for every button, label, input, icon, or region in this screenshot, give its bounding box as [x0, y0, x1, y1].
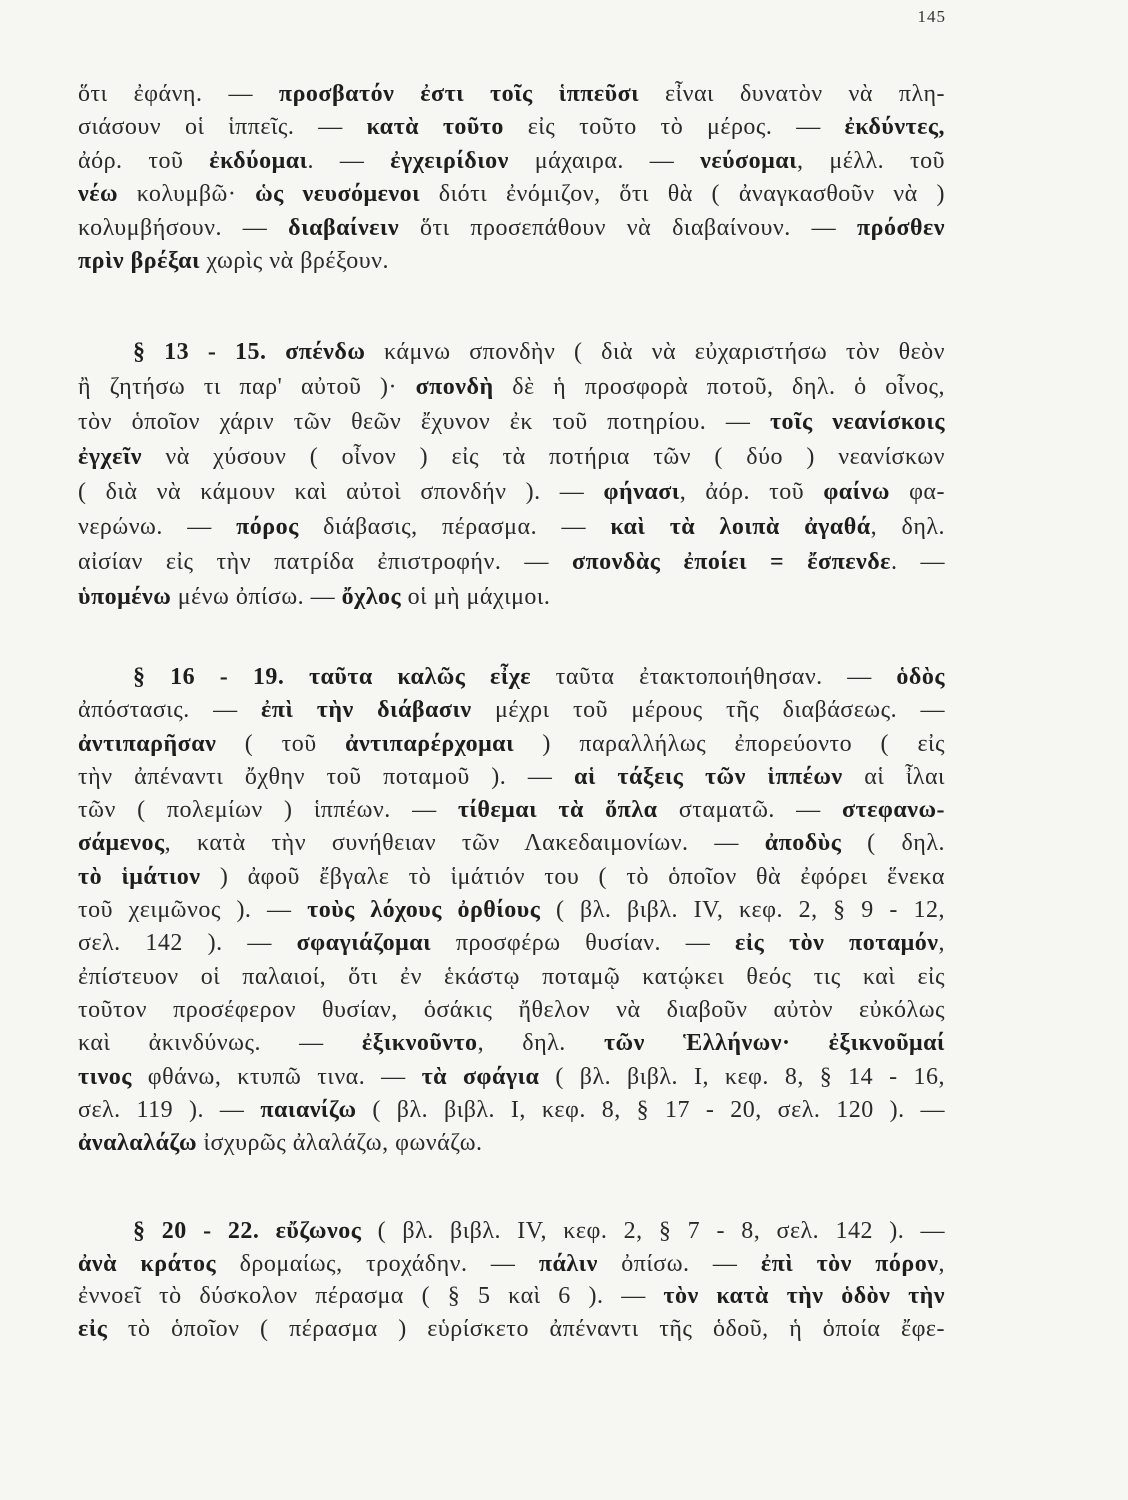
headword: § 13 - 15. σπένδω	[133, 339, 366, 365]
headword: ἐπὶ τὴν διάβασιν	[261, 697, 472, 724]
gloss-text: ἀπόστασις. —	[78, 697, 262, 724]
headword: τὸν κατὰ τὴν ὁδὸν τὴν	[663, 1283, 945, 1310]
headword: πόρος	[236, 514, 299, 540]
text-line	[78, 370, 945, 405]
headword: εἰς τὸν ποταμόν	[734, 930, 939, 957]
text-line	[78, 475, 945, 510]
headword: εἰς	[78, 1316, 108, 1343]
gloss-text: ,	[938, 1250, 945, 1277]
headword: ἐπὶ τὸν πόρον	[760, 1250, 939, 1277]
headword: ἐξικνοῦντο	[361, 1030, 478, 1057]
headword: σπονδὰς ἐποίει = ἔσπενδε	[571, 549, 891, 575]
gloss-text: ταῦτα ἐτακτοποιήθησαν. —	[531, 664, 897, 690]
gloss-text: δὲ ἡ προσφορὰ ποτοῦ, δηλ. ὁ οἶνος,	[493, 374, 945, 400]
text-line	[78, 994, 945, 1027]
gloss-text: ὅτι προσεπάθουν νὰ διαβαίνουν. —	[399, 214, 857, 241]
gloss-text: κάμνω σπονδὴν ( διὰ νὰ εὐχαριστήσω τὸν θεὸν	[365, 339, 945, 365]
page-number: 145	[917, 7, 946, 26]
text-line	[78, 1280, 945, 1313]
text-line	[78, 761, 945, 794]
gloss-text: νερώνω. —	[78, 514, 237, 540]
gloss-text: ἐπίστευον οἱ παλαιοί, ὅτι ἐν ἑκάστῳ ποταμῷ κατῴκει θεός τις καὶ εἰς	[78, 963, 945, 990]
headword: ἐγχεῖν	[78, 444, 142, 470]
gloss-text: νὰ χύσουν ( οἶνον ) εἰς τὰ ποτήρια τῶν ( δύο ) νεανίσκων	[141, 444, 945, 470]
text-line	[78, 78, 945, 111]
commentary-paragraph	[78, 661, 945, 1160]
gloss-text: ( βλ. βιβλ. I, κεφ. 8, § 14 - 16,	[539, 1063, 945, 1090]
gloss-text: ( βλ. βιβλ. IV, κεφ. 2, § 9 - 12,	[540, 897, 945, 924]
text-line	[78, 145, 945, 178]
headword: πρόσθεν	[856, 214, 945, 241]
headword: τίθεμαι τὰ ὅπλα	[457, 797, 658, 824]
commentary-paragraph	[78, 1215, 945, 1346]
gloss-text: ) ἀφοῦ ἔβγαλε τὸ ἱμάτιόν του ( τὸ ὁποῖον θὰ ἐφόρει ἕνεκα	[200, 863, 945, 890]
headword: πρὶν βρέξαι	[78, 247, 200, 274]
gloss-text: χωρὶς νὰ βρέξουν.	[199, 247, 389, 274]
headword: φαίνω	[823, 479, 890, 505]
gloss-text: δρομαίως, τροχάδην. —	[216, 1250, 539, 1277]
gloss-text: , μέλλ. τοῦ	[797, 147, 945, 174]
text-line	[78, 178, 945, 211]
headword: ἀντιπαρέρχομαι	[345, 730, 515, 757]
headword: ἀνὰ κράτος	[78, 1250, 217, 1277]
commentary-paragraph	[78, 78, 945, 278]
gloss-text: ἀόρ. τοῦ	[78, 147, 210, 174]
gloss-text: μάχαιρα. —	[508, 147, 701, 174]
gloss-text: ἰσχυρῶς ἀλαλάζω, φωνάζω.	[197, 1130, 483, 1157]
gloss-text: , κατὰ τὴν συνήθειαν τῶν Λακεδαιμονίων. —	[164, 830, 765, 857]
text-line	[78, 927, 945, 960]
gloss-text: , ἀόρ. τοῦ	[679, 479, 824, 505]
gloss-text: φα-	[889, 479, 945, 505]
headword: τὰ σφάγια	[421, 1063, 540, 1090]
text-line	[78, 694, 945, 727]
gloss-text: κολυμβῶ·	[118, 181, 256, 208]
text-line	[78, 1061, 945, 1094]
text-line	[78, 861, 945, 894]
headword: ἐκδύντες,	[844, 114, 945, 141]
text-line	[78, 111, 945, 144]
headword: ἀναλαλάζω	[78, 1130, 198, 1157]
headword: καὶ τὰ λοιπὰ ἀγαθά	[610, 514, 871, 540]
headword: ἐγχειρίδιον	[390, 147, 509, 174]
headword: πάλιν	[538, 1250, 598, 1277]
gloss-text: , δηλ.	[870, 514, 945, 540]
text-line	[78, 728, 945, 761]
headword: ἀντιπαρῆσαν	[78, 730, 217, 757]
text-line	[78, 1248, 945, 1281]
text-line	[78, 335, 945, 370]
gloss-text: ) παραλλήλως ἐπορεύοντο ( εἰς	[514, 730, 945, 757]
headword: αἱ τάξεις τῶν ἱππέων	[573, 763, 843, 790]
gloss-text: σταματῶ. —	[657, 797, 842, 824]
gloss-text: τὴν ἀπέναντι ὄχθην τοῦ ποταμοῦ ). —	[78, 763, 574, 790]
gloss-text: ( δηλ.	[841, 830, 945, 857]
headword: ἀποδὺς	[764, 830, 842, 857]
gloss-text: . —	[890, 549, 945, 575]
gloss-text: τοῦ χειμῶνος ). —	[78, 897, 308, 924]
headword: σπονδὴ	[415, 374, 494, 400]
headword: διαβαίνειν	[288, 214, 400, 241]
text-line	[78, 1094, 945, 1127]
gloss-text: ( τοῦ	[216, 730, 346, 757]
gloss-text: σελ. 142 ). —	[78, 930, 297, 957]
text-line	[78, 794, 945, 827]
text-line	[78, 1215, 945, 1248]
text-line	[78, 894, 945, 927]
text-line	[78, 1127, 945, 1160]
gloss-text: μέχρι τοῦ μέρους τῆς διαβάσεως. —	[471, 697, 945, 724]
gloss-text: . —	[307, 147, 391, 174]
headword: νεύσομαι	[700, 147, 798, 174]
text-line	[78, 545, 945, 580]
gloss-text: ὅτι ἐφάνη. —	[78, 81, 279, 107]
headword: ἐκδύομαι	[209, 147, 308, 174]
gloss-text: αἱ ἶλαι	[842, 763, 945, 790]
headword: ὁδὸς	[896, 664, 945, 690]
gloss-text: ἢ ζητήσω τι παρ' αὐτοῦ )·	[78, 374, 416, 400]
gloss-text: τοῦτον προσέφερον θυσίαν, ὁσάκις ἤθελον νὰ διαβοῦν αὐτὸν εὐκόλως	[78, 996, 945, 1023]
headword: κατὰ τοῦτο	[366, 114, 504, 141]
headword: παιανίζω	[260, 1096, 357, 1123]
headword: τοῖς νεανίσκοις	[769, 409, 945, 435]
gloss-text: προσφέρω θυσίαν. —	[431, 930, 735, 957]
text-line	[78, 440, 945, 475]
headword: προσβατόν ἐστι τοῖς ἱππεῦσι	[278, 81, 640, 107]
text-line	[78, 1313, 945, 1346]
gloss-text: διότι ἐνόμιζον, ὅτι θὰ ( ἀναγκασθοῦν νὰ )	[420, 181, 945, 208]
gloss-text: αἰσίαν εἰς τὴν πατρίδα ἐπιστροφήν. —	[78, 549, 572, 575]
text-line	[78, 661, 945, 694]
text-line	[78, 580, 945, 615]
gloss-text: φθάνω, κτυπῶ τινα. —	[131, 1063, 422, 1090]
gloss-text: τὸ ὁποῖον ( πέρασμα ) εὑρίσκετο ἀπέναντι τῆς ὁδοῦ, ἡ ὁποία ἔφε-	[107, 1316, 945, 1343]
headword: § 20 - 22. εὔζωνος	[133, 1218, 362, 1244]
headword: ὑπομένω	[78, 584, 172, 610]
headword: φήνασι	[603, 479, 680, 505]
text-line	[78, 212, 945, 245]
headword: σφαγιάζομαι	[296, 930, 432, 957]
headword: τινος	[78, 1063, 132, 1090]
headword: τὸ ἱμάτιον	[78, 863, 201, 890]
gloss-text: σιάσουν οἱ ἱππεῖς. —	[78, 114, 367, 141]
gloss-text: οἱ μὴ μάχιμοι.	[401, 584, 551, 610]
gloss-text: ( βλ. βιβλ. I, κεφ. 8, § 17 - 20, σελ. 120 ). —	[356, 1096, 945, 1123]
text-line	[78, 245, 945, 278]
gloss-text: ,	[938, 930, 945, 957]
commentary-paragraph	[78, 335, 945, 615]
gloss-text: ὀπίσω. —	[597, 1250, 761, 1277]
gloss-text: διάβασις, πέρασμα. —	[298, 514, 611, 540]
headword: ὡς νευσόμενοι	[255, 181, 421, 208]
text-line	[78, 405, 945, 440]
headword: σάμενος	[78, 830, 165, 857]
gloss-text: καὶ ἀκινδύνως. —	[78, 1030, 362, 1057]
text-line	[78, 510, 945, 545]
headword: τοὺς λόχους ὀρθίους	[307, 897, 541, 924]
headword: τῶν Ἑλλήνων· ἐξικνοῦμαί	[603, 1030, 945, 1057]
headword: ὄχλος	[341, 584, 402, 610]
gloss-text: ( διὰ νὰ κάμουν καὶ αὐτοὶ σπονδήν ). —	[78, 479, 604, 505]
gloss-text: ( βλ. βιβλ. IV, κεφ. 2, § 7 - 8, σελ. 142 ). —	[361, 1218, 945, 1244]
headword: § 16 - 19. ταῦτα καλῶς εἶχε	[133, 664, 532, 690]
headword: στεφανω-	[842, 797, 945, 824]
headword: νέω	[78, 181, 119, 208]
gloss-text: κολυμβήσουν. —	[78, 214, 289, 241]
text-line	[78, 827, 945, 860]
text-line	[78, 961, 945, 994]
gloss-text: μένω ὀπίσω. —	[171, 584, 342, 610]
gloss-text: σελ. 119 ). —	[78, 1096, 261, 1123]
gloss-text: ἐννοεῖ τὸ δύσκολον πέρασμα ( § 5 καὶ 6 ). —	[78, 1283, 664, 1310]
gloss-text: εἰς τοῦτο τὸ μέρος. —	[503, 114, 845, 141]
gloss-text: εἶναι δυνατὸν νὰ πλη-	[639, 81, 945, 107]
gloss-text: τῶν ( πολεμίων ) ἱππέων. —	[78, 797, 458, 824]
text-line	[78, 1027, 945, 1060]
gloss-text: , δηλ.	[477, 1030, 604, 1057]
gloss-text: τὸν ὁποῖον χάριν τῶν θεῶν ἔχυνον ἐκ τοῦ ποτηρίου. —	[78, 409, 770, 435]
